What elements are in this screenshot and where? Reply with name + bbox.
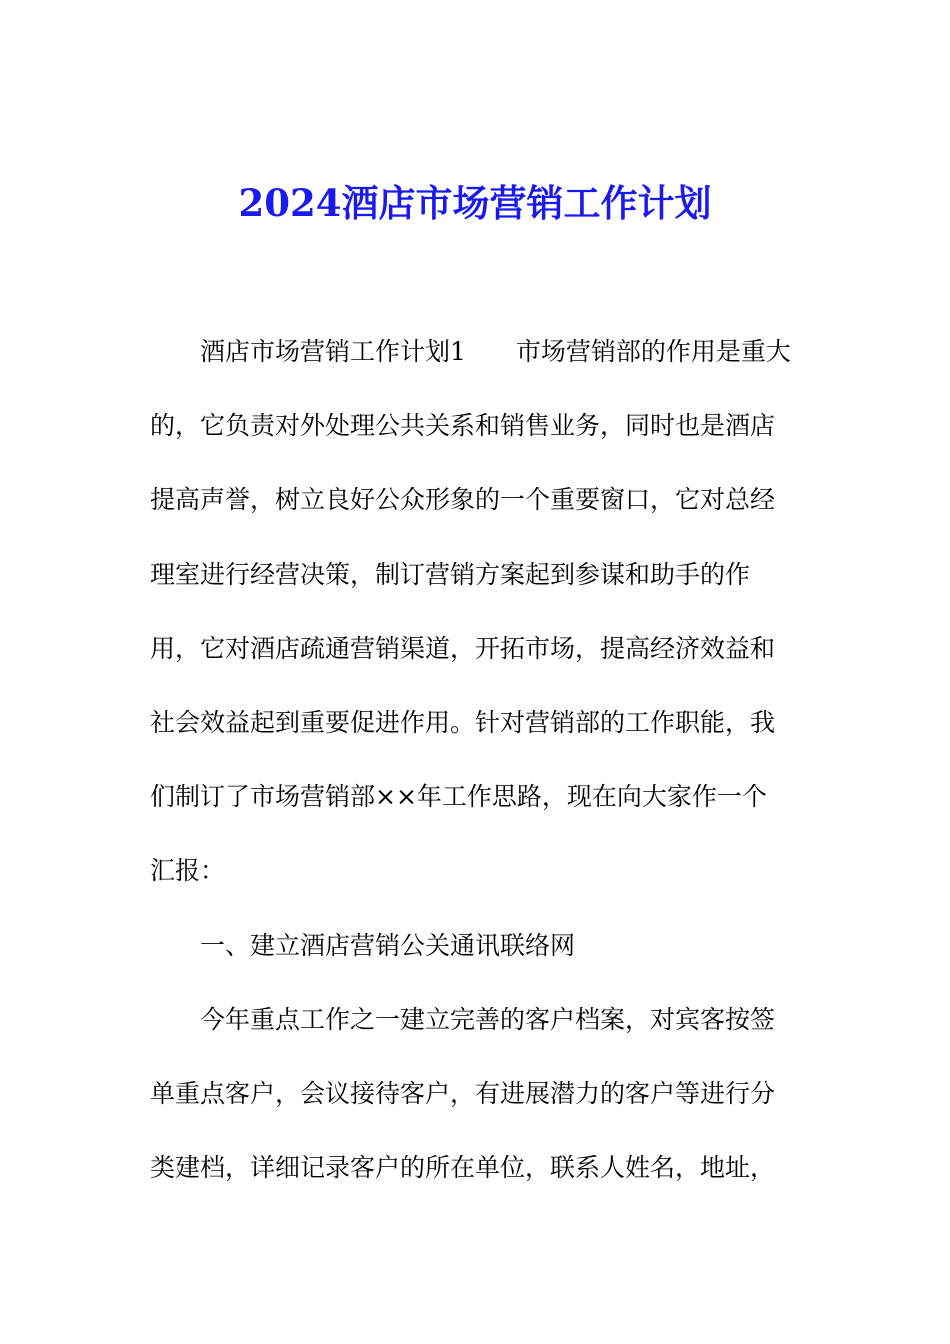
document-title: 2024酒店市场营销工作计划 <box>238 181 712 225</box>
paragraph-line: 的，它负责对外处理公共关系和销售业务，同时也是酒店 <box>150 411 776 440</box>
paragraph-line: 们制订了市场营销部××年工作思路，现在向大家作一个 <box>150 782 767 811</box>
paragraph-line: 用，它对酒店疏通营销渠道，开拓市场，提高经济效益和 <box>150 634 776 663</box>
section-heading: 一、建立酒店营销公关通讯联络网 <box>200 931 576 960</box>
paragraph-line: 社会效益起到重要促进作用。针对营销部的工作职能，我 <box>150 708 776 737</box>
paragraph-line: 类建档，详细记录客户的所在单位，联系人姓名，地址， <box>150 1153 776 1182</box>
paragraph-line: 提高声誉，树立良好公众形象的一个重要窗口，它对总经 <box>150 485 776 514</box>
paragraph-line: 酒店市场营销工作计划1 市场营销部的作用是重大 <box>200 337 791 366</box>
paragraph-line: 今年重点工作之一建立完善的客户档案，对宾客按签 <box>200 1005 776 1034</box>
paragraph-line: 理室进行经营决策，制订营销方案起到参谋和助手的作 <box>150 560 751 589</box>
paragraph-line: 单重点客户，会议接待客户，有进展潜力的客户等进行分 <box>150 1079 776 1108</box>
paragraph-line: 汇报： <box>150 856 226 885</box>
